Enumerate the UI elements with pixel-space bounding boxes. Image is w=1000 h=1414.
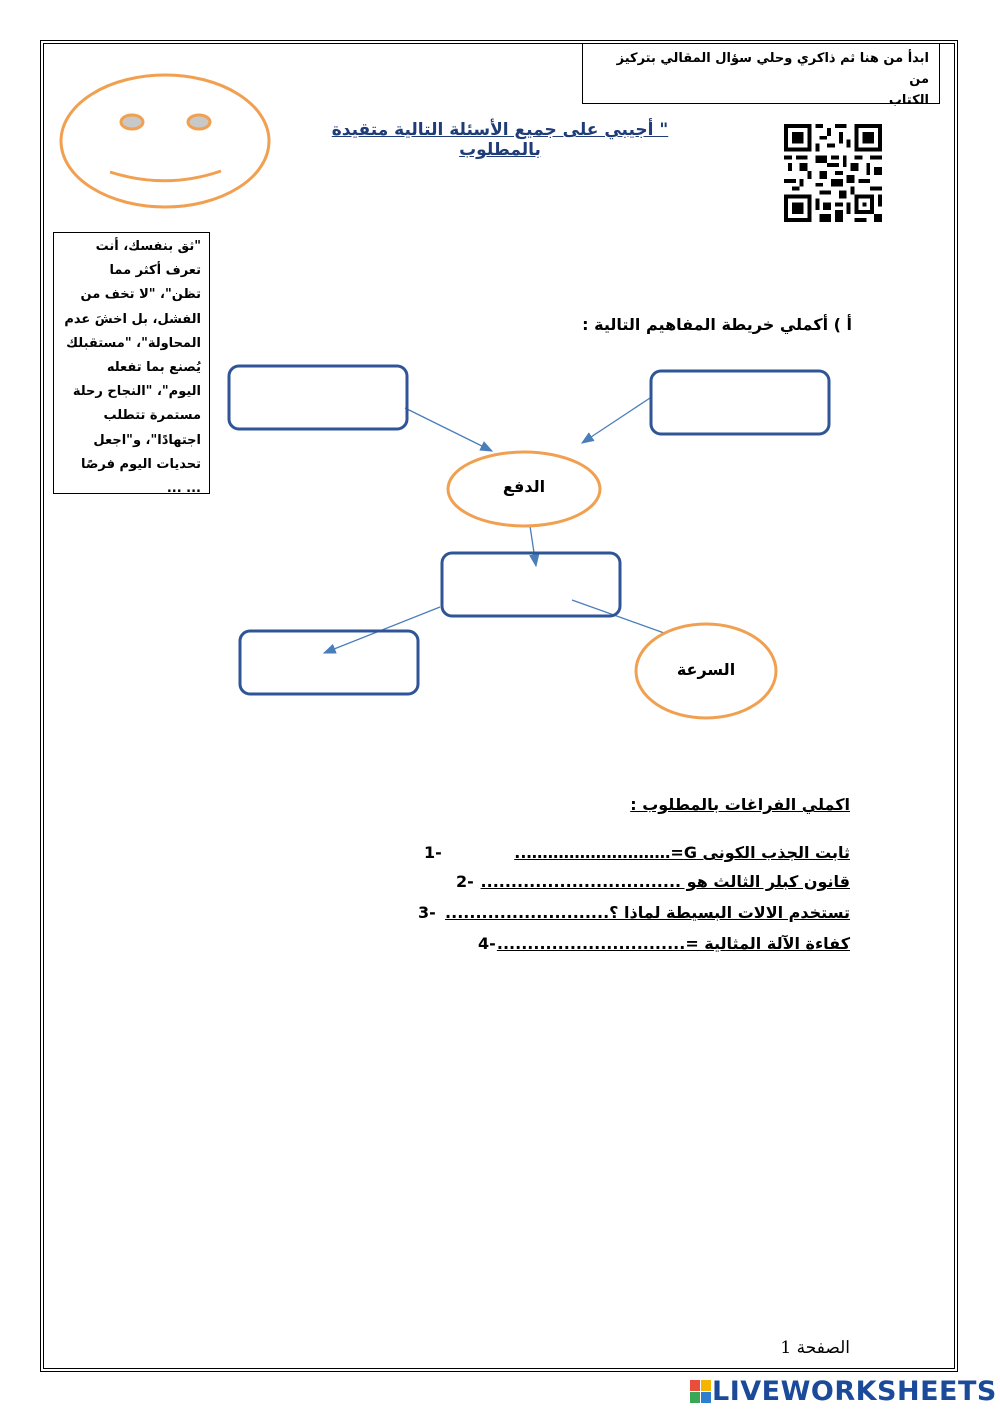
question-3-text: تستخدم الالات البسيطة لماذا ؟........................... [445,903,850,922]
question-2 [450,872,850,896]
blank-box-top-right [651,371,829,434]
blank-box-top-left [229,366,407,429]
arrow-center-to-middle-box [530,526,536,566]
quote-line: اليوم"، "النجاح رحلة [72,384,201,400]
quote-line: تعرف أكثر مما [109,263,201,279]
liveworksheets-logo-text: LIVEWORKSHEETS [712,1376,997,1407]
quote-line: تظن"، "لا تخف من [80,287,201,303]
question-2-number: 2- [456,872,474,891]
quote-line: المحاولة"، "مستقبلك [66,335,201,351]
quote-line: اجتهادًا"، و"اجعل [93,432,201,448]
instruction-line-1: ابدأ من هنا ثم ذاكري وحلي سؤال المقالي بتركيز من [616,51,929,87]
question-2-text: قانون كبلر الثالث هو ................................. [480,872,850,891]
page-number: الصفحة 1 [780,1338,850,1358]
question-4-text: كفاءة الآلة المثالية =............................... [496,934,850,953]
liveworksheets-logo-icon [690,1380,712,1404]
center-concept-label: الدفع [502,477,546,496]
quote-line: الفشل، بل اخشَ عدم [64,311,201,327]
question-1-text: ثابت الجذب الكونى G=……………………….. [514,843,850,862]
quote-line: يُصنع بما تفعله [106,360,201,376]
liveworksheets-logo [690,1376,997,1407]
arrow-left-box-to-center [405,408,492,451]
question-3-number: 3- [418,903,436,922]
velocity-label: السرعة [676,660,736,679]
blank-box-bottom-left [240,631,418,694]
question-1 [420,843,850,867]
fill-blanks-heading: اكملي الفراغات بالمطلوب : [630,795,850,814]
question-3 [414,903,850,927]
instruction-line-2: الكتاب [888,93,929,108]
arrow-right-box-to-center [582,398,650,443]
quote-line: تحديات اليوم فرصًا [80,456,201,472]
question-4-number: 4- [478,934,496,953]
page-title: " أجيبي على جميع الأسئلة التالية متقيدة بالمطلوب [331,120,669,160]
blank-box-middle [442,553,620,616]
quote-line: ... ... [166,481,201,494]
question-1-number: 1- [424,843,442,862]
question-4 [472,934,850,958]
quote-line: "ثق بنفسك، أنت [95,239,201,254]
concept-map-heading: أ ) أكملي خريطة المفاهيم التالية : [582,315,852,334]
quote-line: مستمرة تتطلب [103,408,201,424]
